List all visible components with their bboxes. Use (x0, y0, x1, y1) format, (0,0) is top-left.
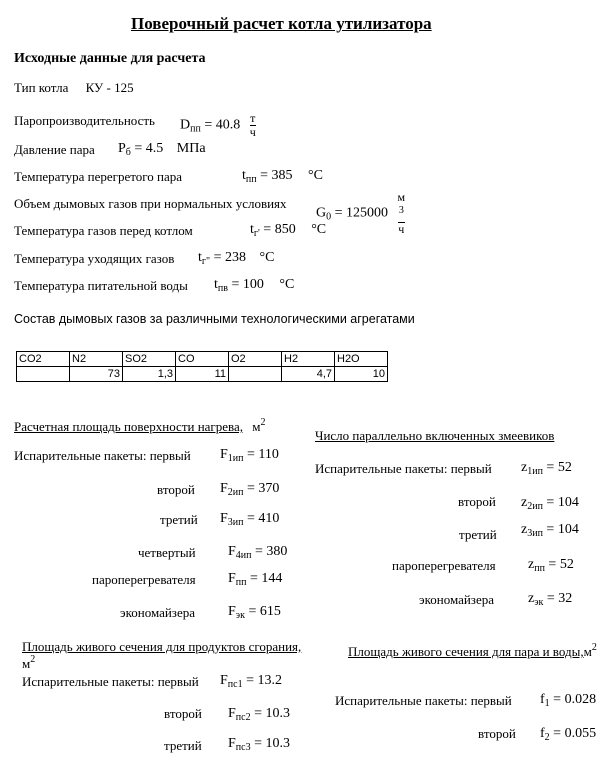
coils-heading: Число параллельно включенных змеевиков (315, 428, 555, 443)
table-header-cell: O2 (229, 352, 282, 367)
water-section-value: $f_1 = 0.028$ (540, 692, 597, 709)
coils-value: $z_{1ип} = 52$ (521, 460, 572, 477)
boiler-type-value: КУ - 125 (85, 80, 134, 95)
heating-surface-label: третий (160, 512, 198, 527)
gas-composition-table (16, 351, 388, 382)
gas-temp-in-formula: $t_{г'} = 850$ °C (250, 222, 327, 239)
heating-surface-label: экономайзера (120, 605, 195, 620)
water-section-label: Испарительные пакеты: первый (335, 693, 512, 708)
coils-label: экономайзера (419, 592, 494, 607)
heating-surface-heading: Расчетная площадь поверхности нагрева, $м^2$ (14, 417, 266, 434)
heating-surface-label: второй (157, 482, 195, 497)
table-header-cell: H2O (335, 352, 388, 367)
water-section-heading: Площадь живого сечения для пара и $воды,м^2$ (348, 642, 597, 659)
steam-capacity-label: Паропроизводительность (14, 113, 155, 128)
table-cell: 4,7 (282, 367, 335, 382)
heating-surface-value: $F_{4ип} = 380$ (228, 544, 288, 561)
heating-surface-value: $F_{2ип} = 370$ (220, 481, 280, 498)
table-cell (229, 367, 282, 382)
gas-volume-formula: $G_0 = 125000$ м $^3$ ч (316, 190, 406, 236)
table-header-row (17, 352, 388, 367)
water-section-value: $f_2 = 0.055$ (540, 726, 597, 743)
gas-temp-out-formula: $t_{г"} = 238$ °C (198, 250, 275, 267)
steam-pressure-formula: $P_б = 4.5$ МПа (118, 141, 206, 158)
table-header-cell: N2 (70, 352, 123, 367)
page-title: Поверочный расчет котла утилизатора (131, 14, 432, 33)
gas-temp-in-label: Температура газов перед котлом (14, 223, 193, 238)
heating-surface-label: четвертый (138, 545, 196, 560)
superheat-temp-formula: $t_{пп} = 385$ °C (242, 168, 323, 185)
feed-water-temp-formula: $t_{пв} = 100$ °C (214, 277, 295, 294)
gas-volume-label: Объем дымовых газов при нормальных условиях (14, 196, 287, 211)
table-row (17, 367, 388, 382)
steam-pressure-label: Давление пара (14, 142, 95, 157)
table-header-cell: CO2 (17, 352, 70, 367)
composition-heading: Состав дымовых газов за различными технологическими агрегатами (14, 312, 415, 326)
coils-value: $z_{2ип} = 104$ (521, 495, 579, 512)
gas-section-value: $F_{пс1} = 13.2$ (220, 673, 282, 690)
coils-label: второй (458, 494, 496, 509)
coils-label: Испарительные пакеты: первый (315, 461, 492, 476)
coils-label: третий (459, 527, 497, 542)
boiler-type-row (14, 80, 134, 96)
table-header-cell: H2 (282, 352, 335, 367)
steam-capacity-formula: $D_{пп} = 40.8$ $\frac{т}{ч}$ (180, 111, 256, 139)
steam-capacity-unit: $\frac{т}{ч}$ (249, 111, 256, 139)
gas-section-value: $F_{пс2} = 10.3$ (228, 706, 290, 723)
gas-section-label: третий (164, 738, 202, 753)
table-cell: 11 (176, 367, 229, 382)
coils-label: пароперегревателя (392, 558, 496, 573)
coils-value: $z_{3ип} = 104$ (521, 522, 579, 539)
gas-section-unit: $м^2$ (22, 654, 36, 671)
heating-surface-value: $F_{эк} = 615$ (228, 604, 281, 621)
superheat-temp-label: Температура перегретого пара (14, 169, 182, 184)
gas-section-value: $F_{пс3} = 10.3$ (228, 736, 290, 753)
gas-section-label: Испарительные пакеты: первый (22, 674, 199, 689)
table-cell (17, 367, 70, 382)
heating-surface-value: $F_{1ип} = 110$ (220, 447, 279, 464)
coils-value: $z_{пп} = 52$ (528, 557, 574, 574)
table-cell: 73 (70, 367, 123, 382)
table-cell: 10 (335, 367, 388, 382)
heating-surface-value: $F_{3ип} = 410$ (220, 511, 280, 528)
gas-section-label: второй (164, 706, 202, 721)
boiler-type-label: Тип котла (14, 80, 69, 95)
coils-value: $z_{эк} = 32$ (528, 591, 573, 608)
feed-water-temp-label: Температура питательной воды (14, 278, 188, 293)
gas-section-heading: Площадь живого сечения для продуктов сгорания, (22, 639, 302, 654)
water-section-label: второй (478, 726, 516, 741)
gas-volume-unit: м $^3$ ч (397, 190, 406, 236)
heating-surface-label: пароперегревателя (92, 572, 196, 587)
gas-temp-out-label: Температура уходящих газов (14, 251, 175, 266)
table-header-cell: CO (176, 352, 229, 367)
heating-surface-label: Испарительные пакеты: первый (14, 448, 191, 463)
table-header-cell: SO2 (123, 352, 176, 367)
input-heading: Исходные данные для расчета (14, 51, 206, 66)
heating-surface-value: $F_{пп} = 144$ (228, 571, 283, 588)
table-cell: 1,3 (123, 367, 176, 382)
